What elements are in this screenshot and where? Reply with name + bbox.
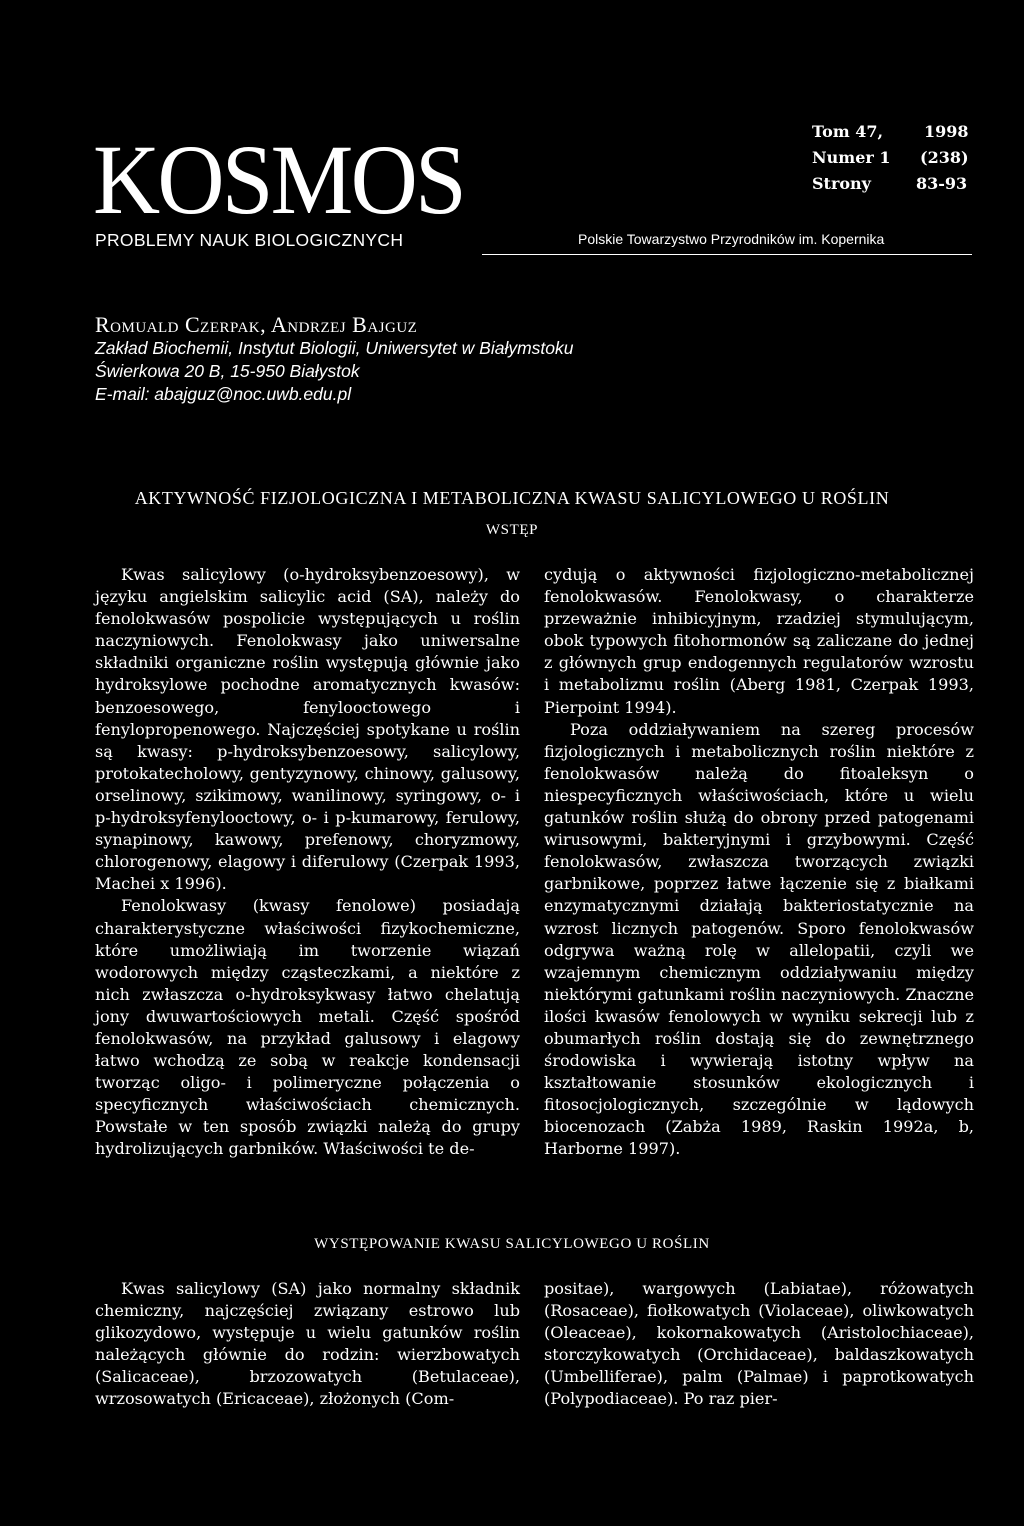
affiliation-line-1: Zakład Biochemii, Instytut Biologii, Uniwersytet w Białymstoku <box>95 338 574 358</box>
issue-label: Numer 1 <box>812 148 891 167</box>
section-heading-intro: WSTĘP <box>485 522 539 538</box>
section-heading-occurrence: WYSTĘPOWANIE KWASU SALICYLOWEGO U ROŚLIN <box>314 1236 710 1252</box>
issue-value: (238) <box>920 148 969 167</box>
intro-left-column <box>95 564 520 1161</box>
authors: Romuald Czerpak, Andrzej Bajguz <box>95 312 418 337</box>
intro-paragraph-3: cydują o aktywności fizjologiczno-metabolicznej fenolokwasów. Fenolokwasy, o charakterze przeważnie inhibicyjnym, rzadziej stymulującym, obok typowych fitohormonów są zaliczane do jednej z głównych grup endogennych regulatorów wzrostu i metabolizmu roślin (Aberg 1981, Czerpak 1993, Pierpoint 1994). <box>544 565 974 717</box>
occurrence-left-column <box>95 1278 520 1411</box>
year: 1998 <box>924 122 969 141</box>
journal-logo: KOSMOS <box>93 124 464 235</box>
header-rule <box>482 254 972 255</box>
intro-paragraph-4: Poza oddziaływaniem na szereg procesów fizjologicznych i metabolicznych roślin niektóre z fenolokwasów należą do fitoaleksyn o niespecyficznych właściwościach, które u wielu gatunków roślin służą do obrony przed patogenami wirusowymi, bakteryjnymi i grzybowymi. Część fenolokwasów, zwłaszcza tworzących związki garbnikowe, poprzez łatwe łączenie się z białkami enzymatycznymi działają bakteriostatycznie na wzrost licznych patogenów. Sporo fenolokwasów odgrywa ważną rolę w allelopatii, czyli we wzajemnym chemicznym oddziaływaniu między niektórymi gatunkami roślin naczyniowych. Znaczne ilości kwasów fenolowych w wyniku sekrecji lub z obumarłych roślin dostają się do zewnętrznego środowiska i wywierają istotny wpływ na kształtowanie stosunków ekologicznych i fitosocjologicznych, szczególnie w lądowych biocenozach (Zabża 1989, Raskin 1992a, b, Harborne 1997). <box>544 719 974 1159</box>
intro-paragraph-2: Fenolokwasy (kwasy fenolowe) posiadają charakterystyczne właściwości fizykochemiczne, które umożliwiają im tworzenie wiązań wodorowych między cząsteczkami, a niektóre z nich zwłaszcza o-hydroksykwasy łatwo chelatują jony dwuwartościowych metali. Część spośród fenolokwasów, na przykład galusowy i elagowy łatwo wchodzą ze sobą w reakcje kondensacji tworząc oligo- i polimeryczne połączenia o specyficznych właściwościach chemicznych. Powstałe w ten sposób związki należą do grupy hydrolizujących garbników. Właściwości te de- <box>95 896 520 1159</box>
affiliation-line-2: Świerkowa 20 B, 15-950 Białystok <box>95 361 360 381</box>
occurrence-paragraph-1: Kwas salicylowy (SA) jako normalny składnik chemiczny, najczęściej związany estrowo lub glikozydowo, występuje u wielu gatunków roślin należących głównie do rodzin: wierzbowatych (Salicaceae), brzozowatych (Betulaceae), wrzosowatych (Ericaceae), złożonych (Com- <box>95 1279 520 1409</box>
email-line: E-mail: abajguz@noc.uwb.edu.pl <box>95 384 352 404</box>
article-title: AKTYWNOŚĆ FIZJOLOGICZNA I METABOLICZNA KWASU SALICYLOWEGO U ROŚLIN <box>134 488 890 508</box>
intro-right-column <box>544 564 974 1161</box>
occurrence-right-column <box>544 1278 974 1411</box>
pages-label: Strony <box>812 174 871 193</box>
volume-label: Tom 47, <box>812 122 884 141</box>
pages-value: 83-93 <box>916 174 968 193</box>
journal-subtitle: PROBLEMY NAUK BIOLOGICZNYCH <box>95 230 404 250</box>
occurrence-paragraph-2: positae), wargowych (Labiatae), różowatych (Rosaceae), fiołkowatych (Violaceae), oliwkowatych (Oleaceae), kokornakowatych (Aristolochiaceae), storczykowatych (Orchidaceae), baldaszkowatych (Umbelliferae), palm (Palmae) i paprotkowatych (Polypodiaceae). Po raz pier- <box>544 1279 974 1409</box>
intro-paragraph-1: Kwas salicylowy (o-hydroksybenzoesowy), w języku angielskim salicylic acid (SA), należy do fenolokwasów pospolicie występujących u roślin naczyniowych. Fenolokwasy jako uniwersalne składniki organiczne roślin występują głównie jako hydroksylowe pochodne aromatycznych kwasów: benzoesowego, fenylooctowego i fenylopropenowego. Najczęściej spotykane u roślin są kwasy: p-hydroksybenzoesowy, salicylowy, protokatecholowy, gentyzynowy, chinowy, galusowy, orselinowy, szikimowy, wanilinowy, syringowy, o- i p-hydroksyfenylooctowy, o- i p-kumarowy, ferulowy, synapinowy, kawowy, prefenowy, choryzmowy, chlorogenowy, elagowy i diferulowy (Czerpak 1993, Machei x 1996). <box>95 565 520 894</box>
publisher: Polskie Towarzystwo Przyrodników im. Kopernika <box>578 231 885 247</box>
